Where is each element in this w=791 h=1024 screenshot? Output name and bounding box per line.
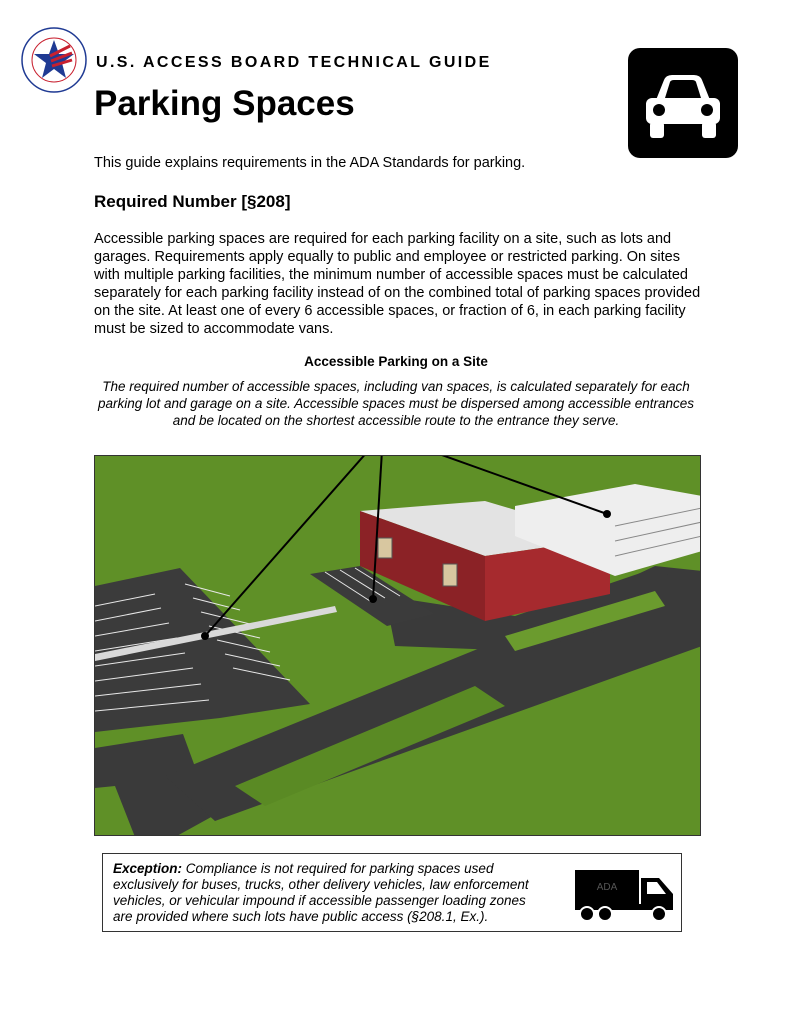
car-icon	[628, 48, 738, 158]
truck-icon	[573, 866, 677, 924]
section-body: Accessible parking spaces are required for each parking facility on a site, such as lots and garages. Requirements apply equally to public and employee or restricted parking. On sites with multiple parking facilities, the minimum number of accessible spaces must be calculated separately for each parking facility instead of on the combined total of parking spaces provided on the site. At least one of every 6 accessible spaces, or fraction of 6, in each parking facility must be sized to accommodate vans.	[94, 231, 701, 337]
parking-site-illustration	[94, 455, 701, 836]
page-title: Parking Spaces	[94, 84, 355, 123]
figure-title: Accessible Parking on a Site	[304, 354, 488, 369]
exception-text	[113, 861, 545, 925]
exception-label: Exception:	[113, 861, 183, 876]
section-heading: Required Number [§208]	[94, 192, 291, 211]
exception-body: Compliance is not required for parking spaces used exclusively for buses, trucks, other delivery vehicles, law enforcement vehicles, or vehicular impound if accessible passenger loading zones are provided where such lots have public access (§208.1, Ex.).	[113, 861, 529, 924]
intro-text: This guide explains requirements in the ADA Standards for parking.	[94, 155, 526, 171]
guide-title: U.S. ACCESS BOARD TECHNICAL GUIDE	[96, 54, 492, 71]
exception-box	[102, 853, 682, 932]
access-board-seal	[20, 26, 88, 94]
truck-lettering: ADA	[596, 882, 618, 893]
figure-caption: The required number of accessible spaces, including van spaces, is calculated separately for each parking lot and garage on a site. Accessible spaces must be dispersed among accessible entrances and be located on the shortest accessible route to the entrance they serve.	[97, 379, 695, 428]
